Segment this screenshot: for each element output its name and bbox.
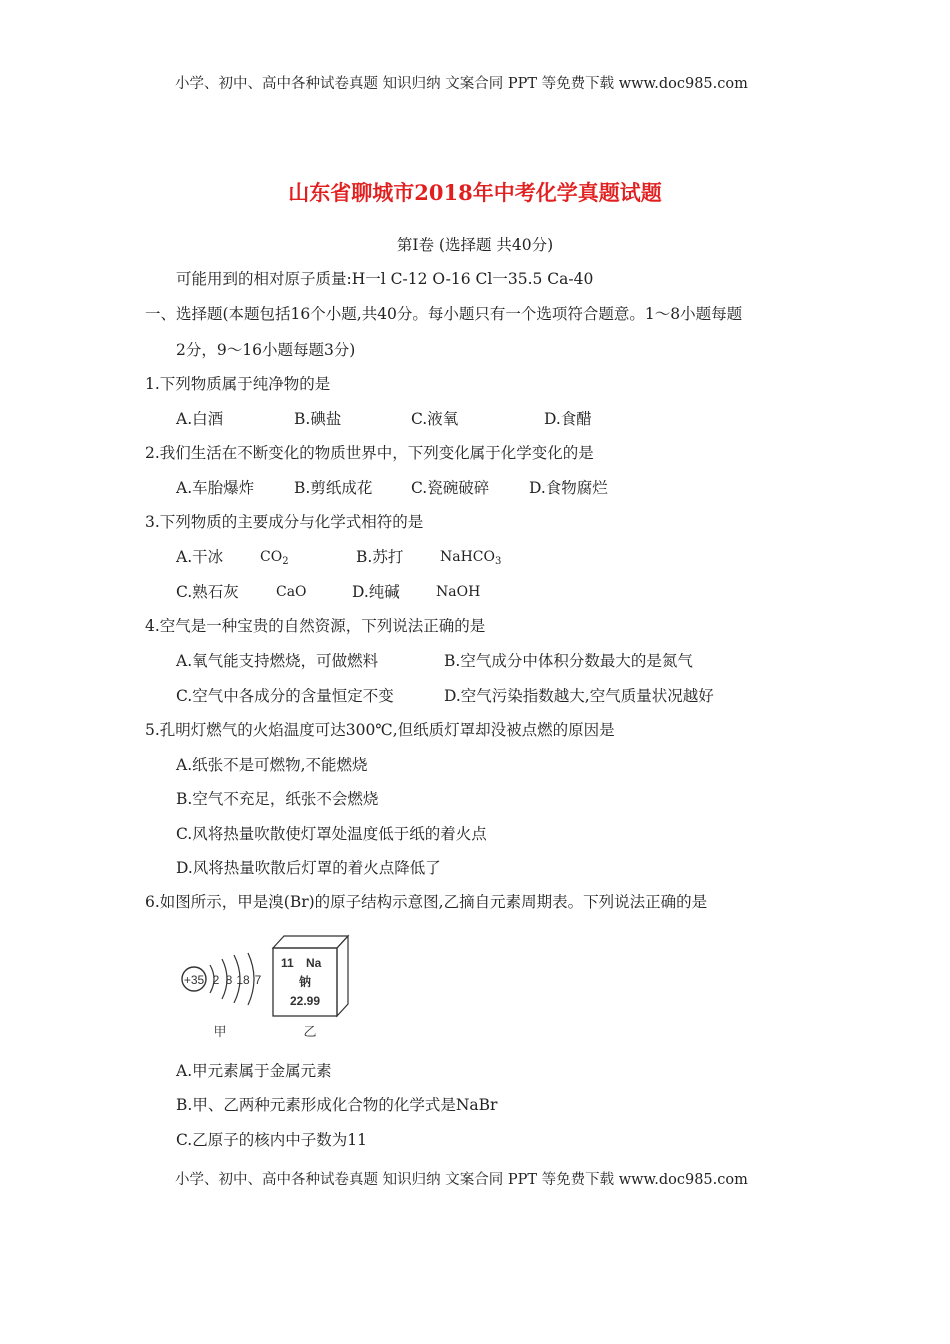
q5-option-c: C.风将热量吹散使灯罩处温度低于纸的着火点 xyxy=(176,825,487,843)
atomic-masses: 可能用到的相对原子质量:H一l C-12 O-16 Cl一35.5 Ca-40 xyxy=(176,270,594,288)
page-title: 山东省聊城市2018年中考化学真题试题 xyxy=(288,180,662,205)
q6-option-c: C.乙原子的核内中子数为11 xyxy=(176,1131,367,1149)
nucleus-charge: +35 xyxy=(183,973,205,987)
q3-option-b: B.苏打 xyxy=(356,548,404,566)
element-box-top xyxy=(273,936,348,948)
q5-option-b: B.空气不充足，纸张不会燃烧 xyxy=(176,790,379,808)
q6-option-b: B.甲、乙两种元素形成化合物的化学式是NaBr xyxy=(176,1096,498,1114)
q6-figure-svg xyxy=(176,932,366,1044)
q3-option-b-formula: NaHCO$_3$ xyxy=(440,549,502,567)
q1-option-c: C.液氧 xyxy=(411,410,459,428)
question-2-stem: 2.我们生活在不断变化的物质世界中，下列变化属于化学变化的是 xyxy=(145,444,594,462)
q3-option-a: A.干冰 xyxy=(176,548,224,566)
section-heading: 一、选择题(本题包括16个小题,共40分。每小题只有一个选项符合题意。1～8小题每题 xyxy=(145,305,743,323)
page-footer: 小学、初中、高中各种试卷真题 知识归纳 文案合同 PPT 等免费下载 www.doc985.com xyxy=(175,1172,748,1188)
q6-figure xyxy=(176,932,366,1044)
q2-option-d: D.食物腐烂 xyxy=(529,479,608,497)
q4-option-d: D.空气污染指数越大,空气质量状况越好 xyxy=(444,687,714,705)
q2-option-a: A.车胎爆炸 xyxy=(176,479,255,497)
element-number: 11 xyxy=(281,956,294,970)
question-3-stem: 3.下列物质的主要成分与化学式相符的是 xyxy=(145,513,424,531)
q3-option-c-formula: CaO xyxy=(276,584,307,600)
label-yi: 乙 xyxy=(303,1025,317,1040)
question-1-stem: 1.下列物质属于纯净物的是 xyxy=(145,375,331,393)
q1-option-d: D.食醋 xyxy=(544,410,592,428)
q2-option-c: C.瓷碗破碎 xyxy=(411,479,490,497)
element-name: 钠 xyxy=(298,975,312,989)
q4-option-c: C.空气中各成分的含量恒定不变 xyxy=(176,687,394,705)
q3-option-a-formula: $CO_2$ xyxy=(260,549,289,567)
q1-option-b: B.碘盐 xyxy=(294,410,342,428)
shell-1-electrons: 2 xyxy=(212,973,220,987)
q2-option-b: B.剪纸成花 xyxy=(294,479,373,497)
shell-3-electrons: 18 xyxy=(236,973,250,987)
q1-option-a: A.白酒 xyxy=(176,410,224,428)
q3-option-d: D.纯碱 xyxy=(352,583,400,601)
q4-option-a: A.氧气能支持燃烧，可做燃料 xyxy=(176,652,379,670)
q5-option-d: D.风将热量吹散后灯罩的着火点降低了 xyxy=(176,859,441,877)
question-6-stem: 6.如图所示，甲是溴(Br)的原子结构示意图,乙摘自元素周期表。下列说法正确的是 xyxy=(145,893,708,911)
question-4-stem: 4.空气是一种宝贵的自然资源，下列说法正确的是 xyxy=(145,617,486,635)
element-box-side xyxy=(337,936,348,1016)
label-jia: 甲 xyxy=(213,1025,227,1040)
q3-option-c: C.熟石灰 xyxy=(176,583,239,601)
q5-option-a: A.纸张不是可燃物,不能燃烧 xyxy=(176,756,368,774)
shell-4-electrons: 7 xyxy=(254,973,262,987)
q4-option-b: B.空气成分中体积分数最大的是氮气 xyxy=(444,652,693,670)
element-mass: 22.99 xyxy=(289,994,321,1008)
part-heading: 第Ⅰ卷 (选择题 共40分) xyxy=(396,236,554,254)
question-5-stem: 5.孔明灯燃气的火焰温度可达300℃,但纸质灯罩却没被点燃的原因是 xyxy=(145,721,615,739)
q3-option-d-formula: NaOH xyxy=(436,584,481,600)
q6-option-a: A.甲元素属于金属元素 xyxy=(176,1062,332,1080)
page-header: 小学、初中、高中各种试卷真题 知识归纳 文案合同 PPT 等免费下载 www.doc985.com xyxy=(175,76,748,92)
shell-2-electrons: 8 xyxy=(225,973,233,987)
element-symbol: Na xyxy=(306,956,322,970)
section-heading-cont: 2分，9～16小题每题3分) xyxy=(176,341,356,359)
